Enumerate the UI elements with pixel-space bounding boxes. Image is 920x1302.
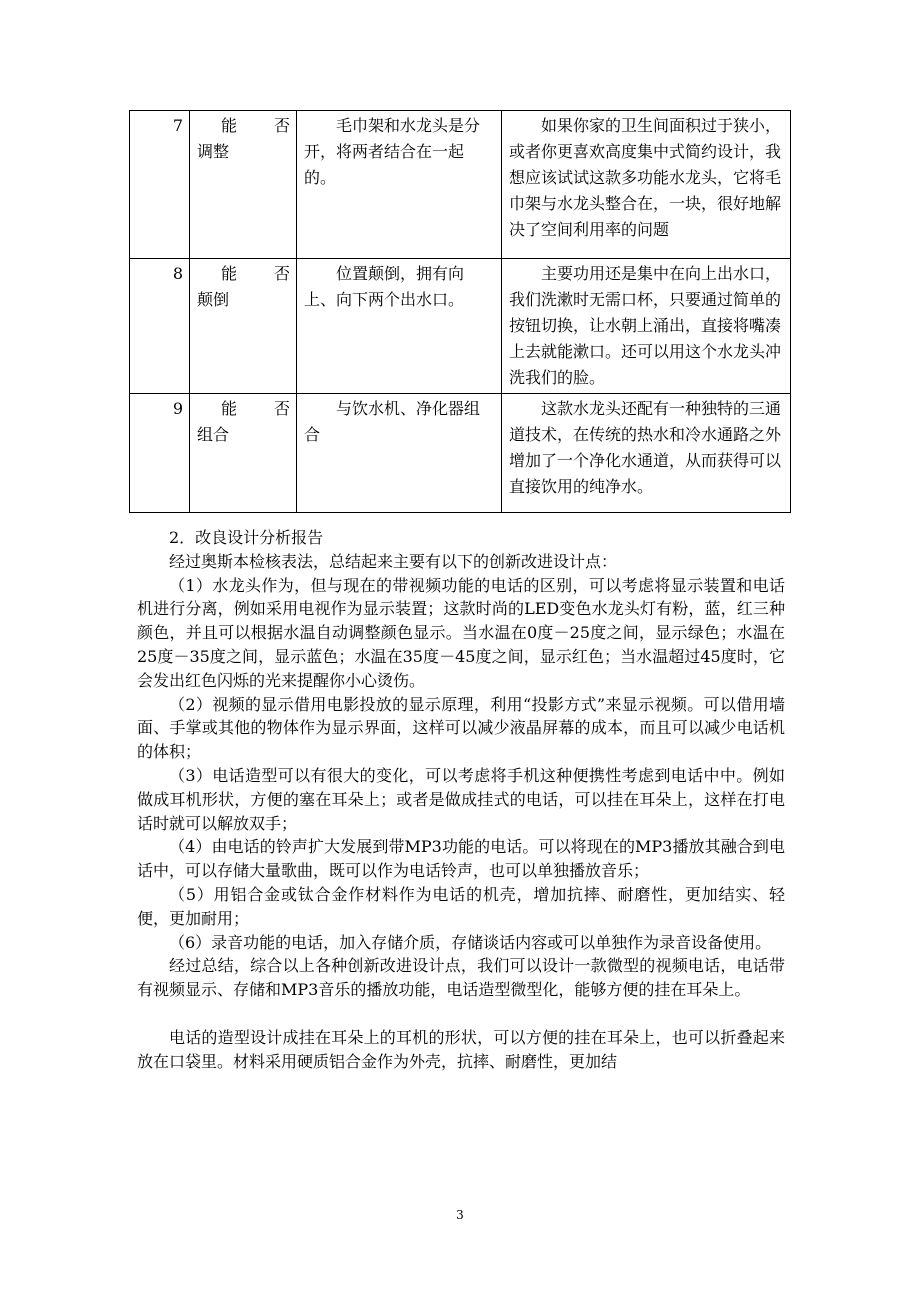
table-row [130, 394, 791, 513]
list-item: （5）用铝合金或钛合金作材料作为电话的机壳，增加抗摔、耐磨性，更加结实、轻便，更加耐用； [137, 884, 785, 928]
check-item-word: 否 [273, 264, 290, 283]
check-item [190, 259, 297, 394]
check-item-word: 颠倒 [197, 290, 230, 309]
closing-paragraph: 电话的造型设计成挂在耳朵上的耳机的形状，可以方便的挂在耳朵上，也可以折叠起来放在口袋里。材料采用硬质铝合金作为外壳，抗摔、耐磨性，更加结 [137, 1027, 785, 1071]
check-item-word: 组合 [197, 425, 230, 444]
list-item: （6）录音功能的电话，加入存储介质，存储谈话内容或可以单独作为录音设备使用。 [169, 932, 772, 952]
improvement-method: 位置颠倒，拥有向上、向下两个出水口。 [297, 259, 502, 394]
check-item [190, 111, 297, 259]
row-number: 9 [130, 394, 190, 513]
list-item: （3）电话造型可以有很大的变化，可以考虑将手机这种便携性考虑到电话中中。例如做成耳机形状，方便的塞在耳朵上；或者是做成挂式的电话，可以挂在耳朵上，这样在打电话时就可以解放双手； [137, 765, 785, 833]
list-item: （1）水龙头作为，但与现在的带视频功能的电话的区别，可以考虑将显示装置和电话机进行分离，例如采用电视作为显示装置；这款时尚的LED变色水龙头灯有粉，蓝，红三种颜色，并且可以根据水温自动调整颜色显示。当水温在0度－25度之间，显示绿色；水温在25度－35度之间，显示蓝色；水温在35度－45度之间，显示红色；当水温超过45度时，它会发出红色闪烁的光来提醒你小心烫伤。 [137, 575, 785, 690]
improvement-method: 毛巾架和水龙头是分开，将两者结合在一起的。 [297, 111, 502, 259]
row-number: 8 [130, 259, 190, 394]
report-body [137, 526, 785, 1073]
check-item-word: 否 [273, 116, 290, 135]
table-row [130, 259, 791, 394]
intro-paragraph: 经过奥斯本检核表法，总结起来主要有以下的创新改进设计点： [169, 551, 618, 571]
check-item-word: 调整 [197, 142, 230, 161]
list-item: （4）由电话的铃声扩大发展到带MP3功能的电话。可以将现在的MP3播放其融合到电话中，可以存储大量歌曲，既可以作为电话铃声，也可以单独播放音乐； [137, 837, 785, 881]
summary-paragraph: 经过总结，综合以上各种创新改进设计点，我们可以设计一款微型的视频电话，电话带有视频显示、存储和MP3音乐的播放功能，电话造型微型化，能够方便的挂在耳朵上。 [137, 956, 785, 1000]
page-number: 3 [456, 1208, 464, 1222]
improvement-description: 如果你家的卫生间面积过于狭小，或者你更喜欢高度集中式简约设计，我想应该试试这款多功能水龙头，它将毛巾架与水龙头整合在，一块，很好地解决了空间利用率的问题 [502, 111, 791, 259]
check-item-word: 否 [273, 399, 290, 418]
improvement-description: 这款水龙头还配有一种独特的三通道技术，在传统的热水和冷水通路之外增加了一个净化水通道，从而获得可以直接饮用的纯净水。 [502, 394, 791, 513]
check-item-word: 能 [221, 399, 238, 418]
improvement-method: 与饮水机、净化器组合 [297, 394, 502, 513]
check-item-word: 能 [221, 264, 238, 283]
list-item: （2）视频的显示借用电影投放的显示原理，利用“投影方式”来显示视频。可以借用墙面、手掌或其他的物体作为显示界面，这样可以减少液晶屏幕的成本，而且可以减少电话机的体积； [137, 694, 785, 762]
row-number: 7 [130, 111, 190, 259]
table-row [130, 111, 791, 259]
improvement-description: 主要功用还是集中在向上出水口，我们洗漱时无需口杯，只要通过简单的按钮切换，让水朝上涌出，直接将嘴凑上去就能漱口。还可以用这个水龙头冲洗我们的脸。 [502, 259, 791, 394]
section-heading: 2．改良设计分析报告 [169, 528, 324, 547]
check-item-word: 能 [221, 116, 238, 135]
checklist-table [129, 110, 791, 513]
check-item [190, 394, 297, 513]
